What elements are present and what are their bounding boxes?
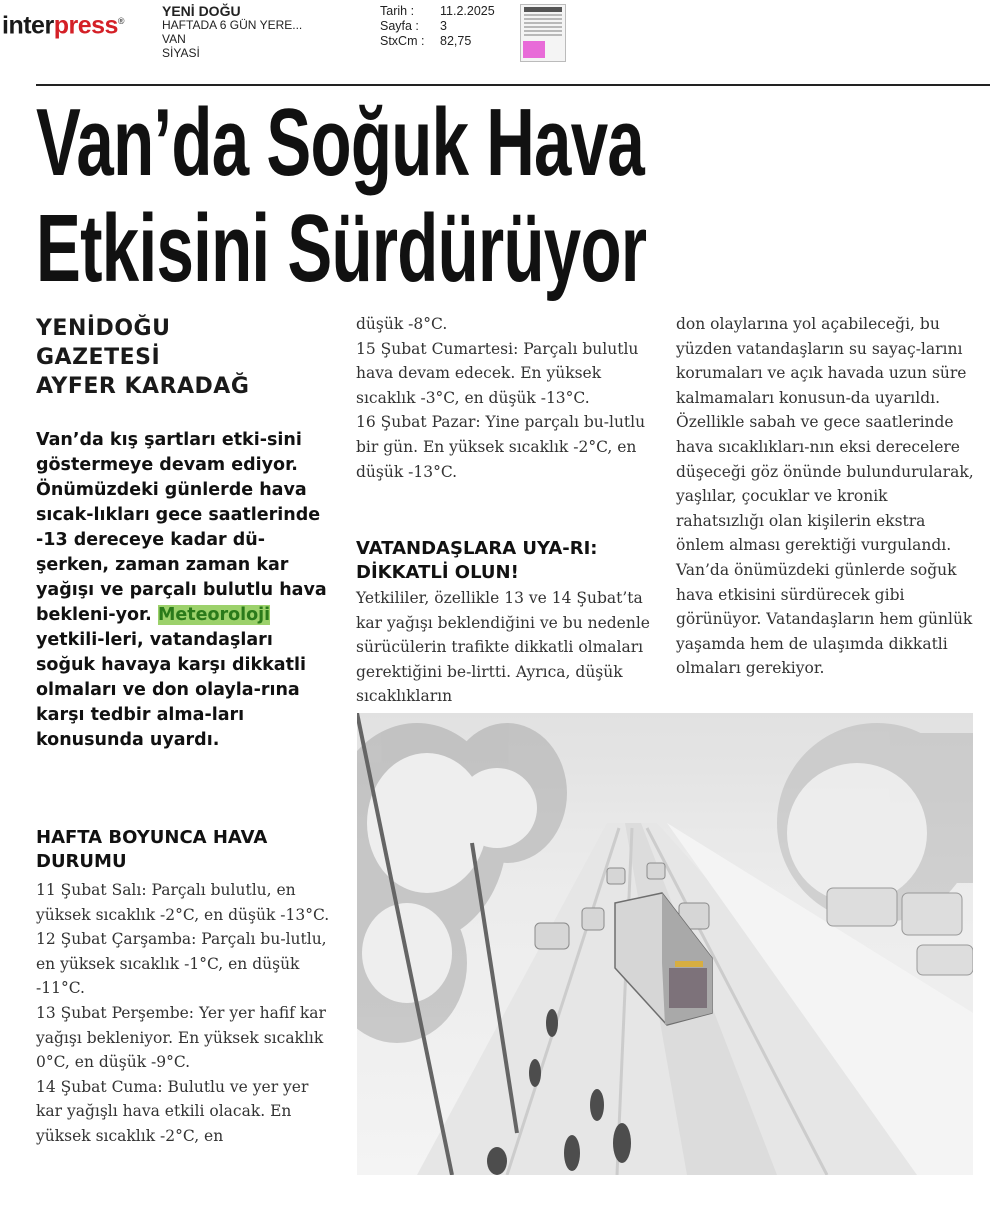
header-rule — [36, 84, 990, 86]
publication-info — [162, 4, 302, 60]
size-value: 82,75 — [440, 34, 472, 48]
article-headline — [36, 90, 701, 302]
snowy-street-photo — [357, 713, 973, 1175]
forecast-item-continued: düşük -8°C. — [356, 315, 448, 333]
forecast-item: 15 Şubat Cumartesi: Parçalı bulutlu hava devam edecek. En yüksek sıcaklık -3°C, en düşük -13°C. — [356, 339, 639, 407]
article-byline — [36, 314, 336, 401]
forecast-item: 14 Şubat Cuma: Bulutlu ve yer yer kar yağışlı hava etkili olacak. En yüksek sıcaklık -2°C, en — [36, 1077, 309, 1145]
publication-city: VAN — [162, 32, 186, 46]
subheading-weekly-weather: HAFTA BOYUNCA HAVA DURUMU — [36, 827, 268, 872]
publication-name: YENİ DOĞU — [162, 3, 241, 19]
date-label: Tarih : — [380, 4, 415, 18]
interpress-logo — [2, 6, 124, 40]
forecast-column-2 — [356, 312, 656, 484]
logo-mark: ® — [117, 16, 125, 26]
page-label: Sayfa : — [380, 19, 419, 33]
page-thumbnail[interactable] — [520, 4, 566, 62]
page-value: 3 — [440, 19, 447, 33]
warning-paragraph-1 — [356, 586, 656, 709]
forecast-column-1 — [36, 878, 336, 1149]
publication-section: SİYASİ — [162, 46, 200, 60]
warning-text-2: don olaylarına yol açabileceği, bu yüzden vatandaşların su sayaç-larını korumaları ve açık havada uzun süre kalmamaları konusun-da uyarıldı. Özellikle sabah ve gece saatlerinde hava sıcaklıkları-nın eksi derecelere düşeceği göz önünde bulundurularak, yaşlılar, çocuklar ve kronik rahatsızlığı olan kişilerin ekstra önlem alması gerektiği vurgulandı. Van’da önümüzdeki günlerde soğuk hava etkisini sürdürecek gibi görünüyor. Vatandaşların hem günlük yaşamda hem de ulaşımda dikkatli olmaları gerekiyor. — [676, 315, 974, 678]
size-label: StxCm : — [380, 34, 425, 48]
headline-line-1: Van’da Soğuk Hava — [36, 89, 645, 196]
headline-line-2: Etkisini Sürdürüyor — [36, 195, 647, 302]
subheading-warning: VATANDAŞLARA UYA-RI: DİKKATLİ OLUN! — [356, 538, 598, 583]
logo-main-text: inter — [2, 11, 54, 40]
byline-line-1: YENİDOĞU — [36, 316, 171, 341]
highlighted-term: Meteoroloji — [157, 605, 271, 625]
byline-line-2: GAZETESİ — [36, 345, 161, 370]
lead-text-2: yetkili-leri, vatandaşları soğuk havaya karşı dikkatli olmaları ve don olayla-rına karşı tedbir alma-ları konusunda uyardı. — [36, 630, 306, 750]
forecast-item: 12 Şubat Çarşamba: Parçalı bu-lutlu, en yüksek sıcaklık -1°C, en düşük -11°C. — [36, 930, 327, 998]
thumbnail-clip-marker — [523, 41, 545, 58]
warning-text-1: Yetkililer, özellikle 13 ve 14 Şubat’ta kar yağışı beklendiğini ve bu nedenle sürücülerin trafikte dikkatli olmaları gerektiğini be-lirtti. Ayrıca, düşük sıcaklıkların — [356, 589, 650, 706]
forecast-item: 13 Şubat Perşembe: Yer yer hafif kar yağışı bekleniyor. En yüksek sıcaklık 0°C, en düşük -9°C. — [36, 1003, 326, 1072]
forecast-item: 11 Şubat Salı: Parçalı bulutlu, en yüksek sıcaklık -2°C, en düşük -13°C. — [36, 881, 330, 924]
lead-text-1: Van’da kış şartları etki-sini göstermeye devam ediyor. Önümüzdeki günlerde hava sıcak-lıkları gece saatlerinde -13 dereceye kadar dü-şerken, zaman zaman kar yağışı ve parçalı bulutlu hava bekleni-yor. — [36, 430, 327, 625]
date-value: 11.2.2025 — [440, 4, 495, 18]
warning-paragraph-2 — [676, 312, 976, 681]
byline-author: AYFER KARADAĞ — [36, 374, 250, 399]
clipping-meta — [380, 4, 495, 49]
forecast-item: 16 Şubat Pazar: Yine parçalı bu-lutlu bir gün. En yüksek sıcaklık -2°C, en düşük -13°C. — [356, 413, 646, 481]
article-lead — [36, 428, 334, 753]
publication-frequency: HAFTADA 6 GÜN YERE... — [162, 18, 303, 32]
logo-accent-text: press — [53, 11, 118, 40]
